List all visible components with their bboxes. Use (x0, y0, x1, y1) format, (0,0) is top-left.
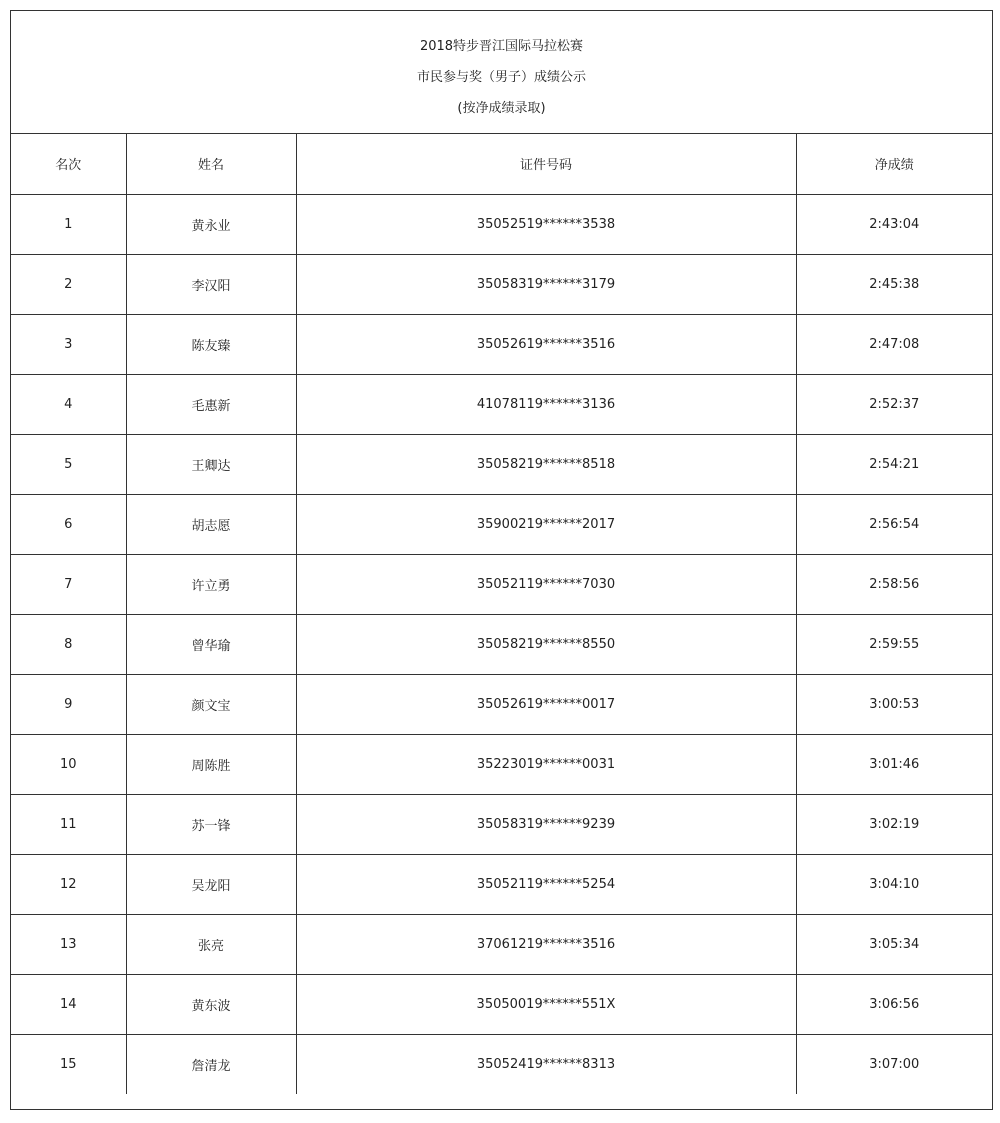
table-row (11, 194, 992, 254)
cell-id-number: 35058219******8550 (296, 614, 796, 674)
cell-net-time: 3:05:34 (796, 914, 992, 974)
table-row (11, 794, 992, 854)
table-row (11, 614, 992, 674)
cell-name: 张亮 (126, 914, 296, 974)
cell-rank: 4 (11, 374, 126, 434)
cell-rank: 3 (11, 314, 126, 374)
title-block (11, 11, 992, 134)
cell-id-number: 35052519******3538 (296, 194, 796, 254)
cell-id-number: 35052419******8313 (296, 1034, 796, 1094)
cell-id-number: 35900219******2017 (296, 494, 796, 554)
cell-name: 许立勇 (126, 554, 296, 614)
cell-name: 詹清龙 (126, 1034, 296, 1094)
cell-id-number: 35058219******8518 (296, 434, 796, 494)
cell-rank: 15 (11, 1034, 126, 1094)
cell-name: 王卿达 (126, 434, 296, 494)
cell-net-time: 3:00:53 (796, 674, 992, 734)
cell-id-number: 41078119******3136 (296, 374, 796, 434)
table-row (11, 914, 992, 974)
table-row (11, 434, 992, 494)
table-header-row (11, 134, 992, 194)
cell-net-time: 2:52:37 (796, 374, 992, 434)
table-row (11, 974, 992, 1034)
cell-id-number: 35058319******9239 (296, 794, 796, 854)
cell-id-number: 35050019******551X (296, 974, 796, 1034)
cell-rank: 10 (11, 734, 126, 794)
header-net-time: 净成绩 (796, 134, 992, 194)
cell-name: 陈友臻 (126, 314, 296, 374)
cell-name: 黄东波 (126, 974, 296, 1034)
cell-net-time: 2:47:08 (796, 314, 992, 374)
cell-id-number: 35058319******3179 (296, 254, 796, 314)
cell-id-number: 35223019******0031 (296, 734, 796, 794)
cell-net-time: 3:07:00 (869, 1056, 920, 1072)
header-id-number: 证件号码 (296, 134, 796, 194)
cell-net-time: 2:59:55 (796, 614, 992, 674)
table-row (11, 674, 992, 734)
cell-net-time: 2:43:04 (796, 194, 992, 254)
cell-rank: 5 (11, 434, 126, 494)
cell-id-number: 37061219******3516 (296, 914, 796, 974)
cell-rank: 12 (11, 854, 126, 914)
cell-net-time: 2:45:38 (796, 254, 992, 314)
cell-rank: 14 (11, 974, 126, 1034)
cell-name: 胡志愿 (126, 494, 296, 554)
table-row (11, 1034, 992, 1094)
results-sheet (10, 10, 993, 1110)
header-rank: 名次 (11, 134, 126, 194)
cell-net-time: 3:01:46 (796, 734, 992, 794)
ranking-note: (按净成绩录取) (457, 101, 546, 116)
cell-net-time: 3:06:56 (796, 974, 992, 1034)
table-row (11, 254, 992, 314)
header-name: 姓名 (126, 134, 296, 194)
cell-id-number: 35052619******0017 (296, 674, 796, 734)
table-body (11, 194, 992, 1094)
table-row (11, 554, 992, 614)
cell-rank: 13 (11, 914, 126, 974)
cell-name: 吴龙阳 (126, 854, 296, 914)
cell-id-number: 35052119******7030 (296, 554, 796, 614)
cell-rank: 6 (11, 494, 126, 554)
cell-net-time: 2:56:54 (796, 494, 992, 554)
cell-rank: 2 (11, 254, 126, 314)
cell-net-time: 2:58:56 (796, 554, 992, 614)
cell-id-number: 35052119******5254 (296, 854, 796, 914)
table-row (11, 374, 992, 434)
cell-rank: 8 (11, 614, 126, 674)
table-row (11, 494, 992, 554)
award-title: 市民参与奖（男子）成绩公示 (416, 70, 586, 85)
cell-name: 周陈胜 (126, 734, 296, 794)
results-table (11, 134, 992, 1094)
cell-name: 颜文宝 (126, 674, 296, 734)
cell-rank: 1 (11, 194, 126, 254)
cell-rank: 7 (11, 554, 126, 614)
table-row (11, 854, 992, 914)
cell-net-time: 2:54:21 (796, 434, 992, 494)
cell-net-time: 3:04:10 (796, 854, 992, 914)
cell-net-time: 3:02:19 (796, 794, 992, 854)
cell-name: 黄永业 (126, 194, 296, 254)
cell-name: 苏一锋 (126, 794, 296, 854)
cell-name: 曾华瑜 (126, 614, 296, 674)
table-row (11, 314, 992, 374)
cell-name: 毛惠新 (126, 374, 296, 434)
cell-name: 李汉阳 (126, 254, 296, 314)
table-row (11, 734, 992, 794)
cell-rank: 9 (11, 674, 126, 734)
cell-id-number: 35052619******3516 (296, 314, 796, 374)
event-title: 2018特步晋江国际马拉松赛 (419, 39, 584, 54)
cell-rank: 11 (11, 794, 126, 854)
